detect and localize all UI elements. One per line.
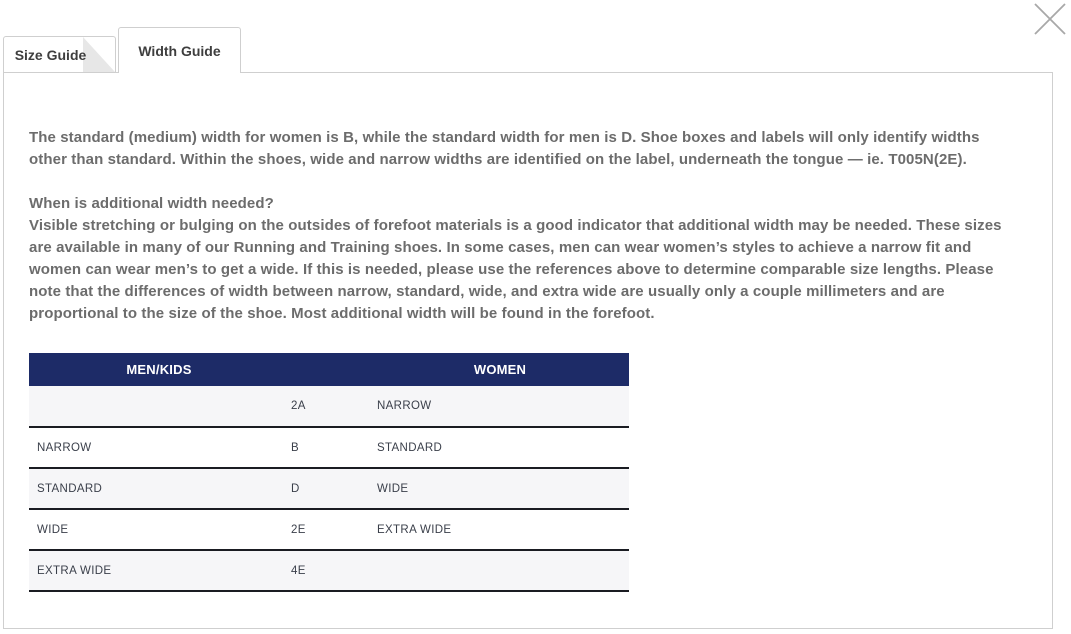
width-guide-panel xyxy=(3,72,1053,629)
header-width-code xyxy=(289,353,371,386)
width-comparison-table xyxy=(29,353,629,592)
men-width-cell: WIDE xyxy=(29,509,289,550)
table-row xyxy=(29,386,629,427)
guide-tabs xyxy=(3,0,241,73)
men-width-cell: NARROW xyxy=(29,427,289,468)
tab-corner-fold xyxy=(83,37,115,72)
men-width-cell: EXTRA WIDE xyxy=(29,550,289,591)
width-code-cell: 2A xyxy=(289,386,371,427)
header-women: WOMEN xyxy=(371,353,629,386)
table-row xyxy=(29,468,629,509)
close-x-glyph xyxy=(1033,2,1067,36)
women-width-cell: EXTRA WIDE xyxy=(371,509,629,550)
header-men-kids: MEN/KIDS xyxy=(29,353,289,386)
women-width-cell: WIDE xyxy=(371,468,629,509)
width-code-cell: 4E xyxy=(289,550,371,591)
close-icon[interactable] xyxy=(1031,0,1069,38)
table-row xyxy=(29,509,629,550)
men-width-cell: STANDARD xyxy=(29,468,289,509)
width-code-cell: D xyxy=(289,468,371,509)
women-width-cell: STANDARD xyxy=(371,427,629,468)
table-row xyxy=(29,550,629,591)
width-code-cell: B xyxy=(289,427,371,468)
women-width-cell: NARROW xyxy=(371,386,629,427)
additional-width-heading: When is additional width needed? xyxy=(29,195,274,212)
intro-paragraph: The standard (medium) width for women is B, while the standard width for men is D. Shoe boxes and labels will only identify widths other than standard. Within the shoes, wide and narrow widths are identified on the label, underneath the tongue — ie. T005N(2E). xyxy=(29,129,980,168)
women-width-cell xyxy=(371,550,629,591)
tab-width-guide-label: Width Guide xyxy=(138,42,221,59)
additional-width-paragraph: Visible stretching or bulging on the outsides of forefoot materials is a good indicator that additional width may be needed. These sizes are available in many of our Running and Training shoes. In some cases, men can wear women’s styles to achieve a narrow fit and women can wear men’s to get a wide. If this is needed, please use the references above to determine comparable size lengths. Please note that the differences of width between narrow, standard, wide, and extra wide are usually only a couple millimeters and are proportional to the size of the shoe. Most additional width will be found in the forefoot. xyxy=(29,217,1002,322)
tab-size-guide[interactable] xyxy=(3,36,116,72)
men-width-cell xyxy=(29,386,289,427)
tab-size-guide-label: Size Guide xyxy=(14,46,87,63)
table-header-row xyxy=(29,353,629,386)
tab-width-guide[interactable] xyxy=(118,27,241,73)
table-row xyxy=(29,427,629,468)
width-code-cell: 2E xyxy=(289,509,371,550)
